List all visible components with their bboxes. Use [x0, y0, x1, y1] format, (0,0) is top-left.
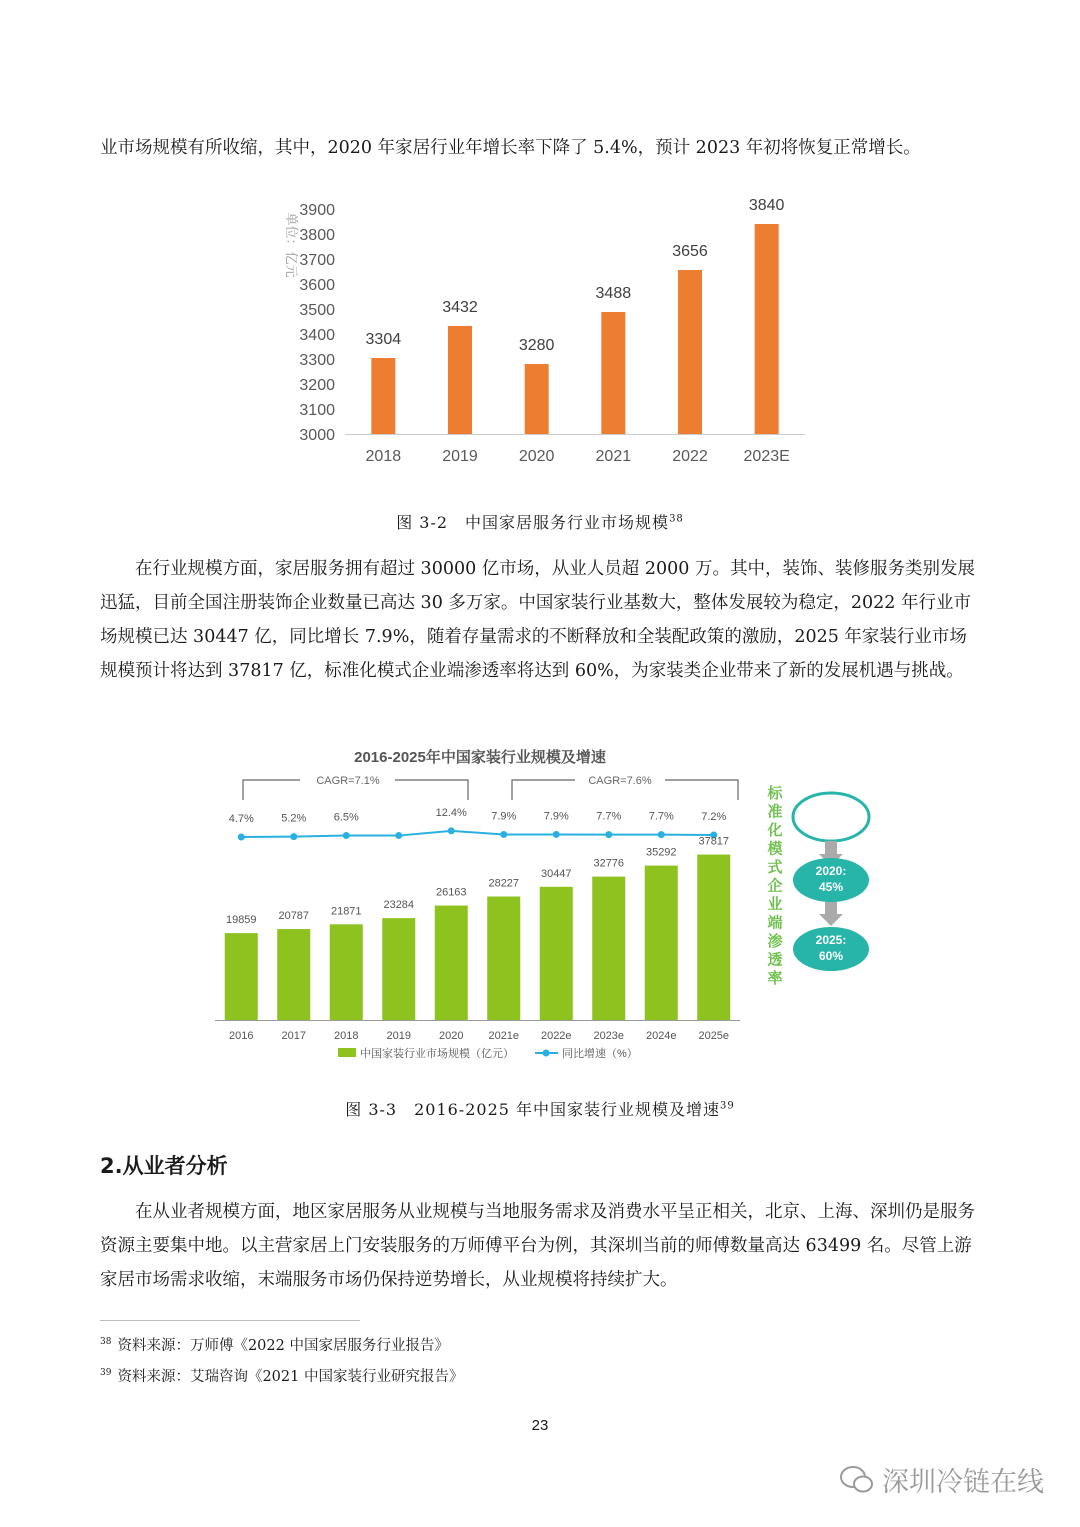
y-tick-label: 3900 [299, 202, 335, 219]
growth-point [658, 831, 665, 838]
arrow-down-icon [819, 902, 843, 926]
legend-line-label: 同比增速（%） [562, 1048, 638, 1060]
bar-value-label: 28227 [488, 877, 520, 890]
growth-point [448, 827, 455, 834]
growth-label: 7.7% [596, 810, 622, 823]
growth-point [238, 834, 245, 841]
vertical-label [766, 785, 783, 987]
growth-point [343, 832, 350, 839]
page-number: 23 [531, 1417, 549, 1434]
bar [755, 224, 779, 434]
growth-label: 12.4% [435, 806, 467, 819]
figure-3-3-caption: 图 3-3 2016-2025 年中国家装行业规模及增速$^{39}$ [345, 1100, 735, 1119]
legend-line-marker [543, 1050, 550, 1057]
bar [330, 924, 363, 1020]
bar [225, 933, 258, 1020]
x-tick-label: 2019 [442, 448, 478, 465]
bar-value-label: 23284 [383, 899, 415, 912]
bar [382, 918, 415, 1020]
y-tick-label: 3500 [299, 302, 335, 319]
bar-value-label: 21871 [330, 905, 362, 918]
section-heading: 2.从业者分析 [100, 1154, 228, 1178]
x-tick-label: 2021e [488, 1030, 520, 1042]
bar [277, 929, 310, 1020]
bar-value-label: 3840 [748, 197, 785, 214]
vertical-label-char: 企 [767, 877, 783, 895]
bar [697, 855, 730, 1020]
legend-bar-swatch [338, 1048, 356, 1057]
figure-3-2-caption: 图 3-2 中国家居服务行业市场规模$^{38}$ [396, 513, 684, 532]
vertical-label-char: 业 [767, 896, 783, 913]
growth-point [553, 831, 560, 838]
bar [592, 877, 625, 1020]
watermark: 深圳冷链在线 [840, 1460, 1044, 1499]
growth-point [395, 832, 402, 839]
growth-label: 7.9% [491, 810, 517, 823]
bar [435, 906, 468, 1020]
chart-market-size [0, 0, 1080, 500]
cagr-right-label: CAGR=7.6% [588, 775, 652, 787]
bar [487, 897, 520, 1020]
bar-value-label: 30447 [540, 867, 572, 880]
bar-value-label: 19859 [225, 914, 257, 927]
vertical-label-char: 端 [767, 914, 783, 932]
bubble-2025-line1: 2025: [815, 933, 847, 947]
footnote-38: $^{38}$ 资料来源：万师傅《2022 中国家居服务行业报告》 [100, 1337, 449, 1354]
y-tick-label: 3100 [299, 402, 335, 419]
bar-value-label: 20787 [278, 910, 310, 923]
bar [371, 358, 395, 434]
y-tick-label: 3600 [299, 277, 335, 294]
growth-point [290, 833, 297, 840]
bar-value-label: 3432 [442, 299, 478, 316]
vertical-label-char: 式 [767, 859, 783, 876]
bar [601, 312, 625, 434]
x-tick-label: 2018 [334, 1030, 359, 1042]
vertical-label-char: 准 [767, 803, 783, 821]
x-tick-label: 2021 [595, 448, 632, 465]
bar-value-label: 37817 [698, 835, 730, 848]
footnote-divider [100, 1320, 360, 1321]
paragraph-top: 业市场规模有所收缩，其中，2020 年家居行业年增长率下降了 5.4%，预计 2023 年初将恢复正常增长。 [100, 138, 921, 158]
x-tick-label: 2024e [645, 1030, 677, 1042]
bar [678, 270, 702, 434]
growth-line [241, 831, 714, 837]
x-tick-label: 2022 [672, 448, 708, 465]
vertical-label-char: 化 [767, 822, 783, 839]
vertical-label-char: 率 [767, 970, 783, 987]
legend-bar-label: 中国家装行业市场规模（亿元） [360, 1048, 514, 1060]
growth-point [500, 831, 507, 838]
vertical-label-char: 模 [767, 840, 783, 858]
x-tick-label: 2020 [439, 1030, 464, 1042]
paragraph-practitioners: 在从业者规模方面，地区家居服务从业规模与当地服务需求及消费水平呈正相关，北京、上海、深圳仍是服务资源主要集中地。以主营家居上门安装服务的万师傅平台为例，其深圳当前的师傅数量高达 63499 名。尽管上游家居市场需求收缩，末端服务市场仍保持逆势增长，从业规模将持续扩大。 [100, 1202, 975, 1290]
bar-value-label: 35292 [645, 846, 677, 859]
growth-label: 5.2% [281, 812, 307, 825]
x-tick-label: 2022e [540, 1030, 572, 1042]
bar-value-label: 3280 [518, 337, 555, 354]
growth-point [605, 831, 612, 838]
x-tick-label: 2023e [593, 1030, 625, 1042]
growth-label: 7.2% [701, 811, 727, 823]
bar [645, 866, 678, 1020]
wechat-icon [840, 1465, 874, 1495]
bar [540, 887, 573, 1020]
x-tick-label: 2025e [698, 1030, 730, 1042]
bar-value-label: 3656 [672, 243, 708, 260]
growth-label: 6.5% [333, 811, 359, 824]
bubble-empty [793, 793, 869, 841]
bar [448, 326, 472, 434]
bubble-2020-line2: 45% [818, 880, 844, 894]
unit-label: 单位：亿元 [284, 212, 299, 278]
bar-value-label: 3304 [365, 331, 402, 348]
y-tick-label: 3400 [299, 327, 335, 344]
growth-label: 4.7% [228, 813, 254, 825]
x-tick-label: 2020 [518, 448, 555, 465]
growth-label: 7.7% [648, 810, 674, 823]
x-tick-label: 2017 [281, 1030, 306, 1042]
y-tick-label: 3200 [299, 377, 335, 394]
bar-value-label: 26163 [435, 886, 467, 899]
bar-value-label: 3488 [595, 285, 632, 302]
chart2-title: 2016-2025年中国家装行业规模及增速 [354, 749, 606, 766]
x-tick-label: 2023E [743, 448, 790, 465]
chart-home-decoration [0, 740, 1080, 1080]
bubble-2020-line1: 2020: [815, 864, 847, 878]
bar-value-label: 32776 [593, 857, 625, 870]
cagr-left-label: CAGR=7.1% [316, 775, 380, 787]
footnote-39: $^{39}$ 资料来源：艾瑞咨询《2021 中国家装行业研究报告》 [100, 1368, 464, 1385]
y-tick-label: 3000 [299, 427, 335, 444]
growth-label: 7.9% [543, 810, 569, 823]
vertical-label-char: 渗 [767, 933, 783, 950]
y-tick-label: 3700 [299, 252, 335, 269]
vertical-label-char: 透 [767, 951, 783, 969]
bar [525, 364, 549, 434]
y-tick-label: 3300 [299, 352, 335, 369]
x-tick-label: 2018 [365, 448, 402, 465]
paragraph-industry-scale: 在行业规模方面，家居服务拥有超过 30000 亿市场，从业人员超 2000 万。其中，装饰、装修服务类别发展迅猛，目前全国注册装饰企业数量已高达 30 多万家。中国家装行业基数大，整体发展较为稳定，2022 年行业市场规模已达 30447 亿，同比增长 7.9%，随着存量需求的不断释放和全装配政策的激励，2025 年家装行业市场规模预计将达到 37817 亿，标准化模式企业端渗透率将达到 60%，为家装类企业带来了新的发展机遇与挑战。 [100, 559, 975, 681]
x-tick-label: 2019 [386, 1030, 411, 1042]
y-tick-label: 3800 [299, 227, 335, 244]
vertical-label-char: 标 [767, 785, 783, 802]
bubble-2025-line2: 60% [818, 949, 844, 963]
x-tick-label: 2016 [229, 1030, 254, 1042]
